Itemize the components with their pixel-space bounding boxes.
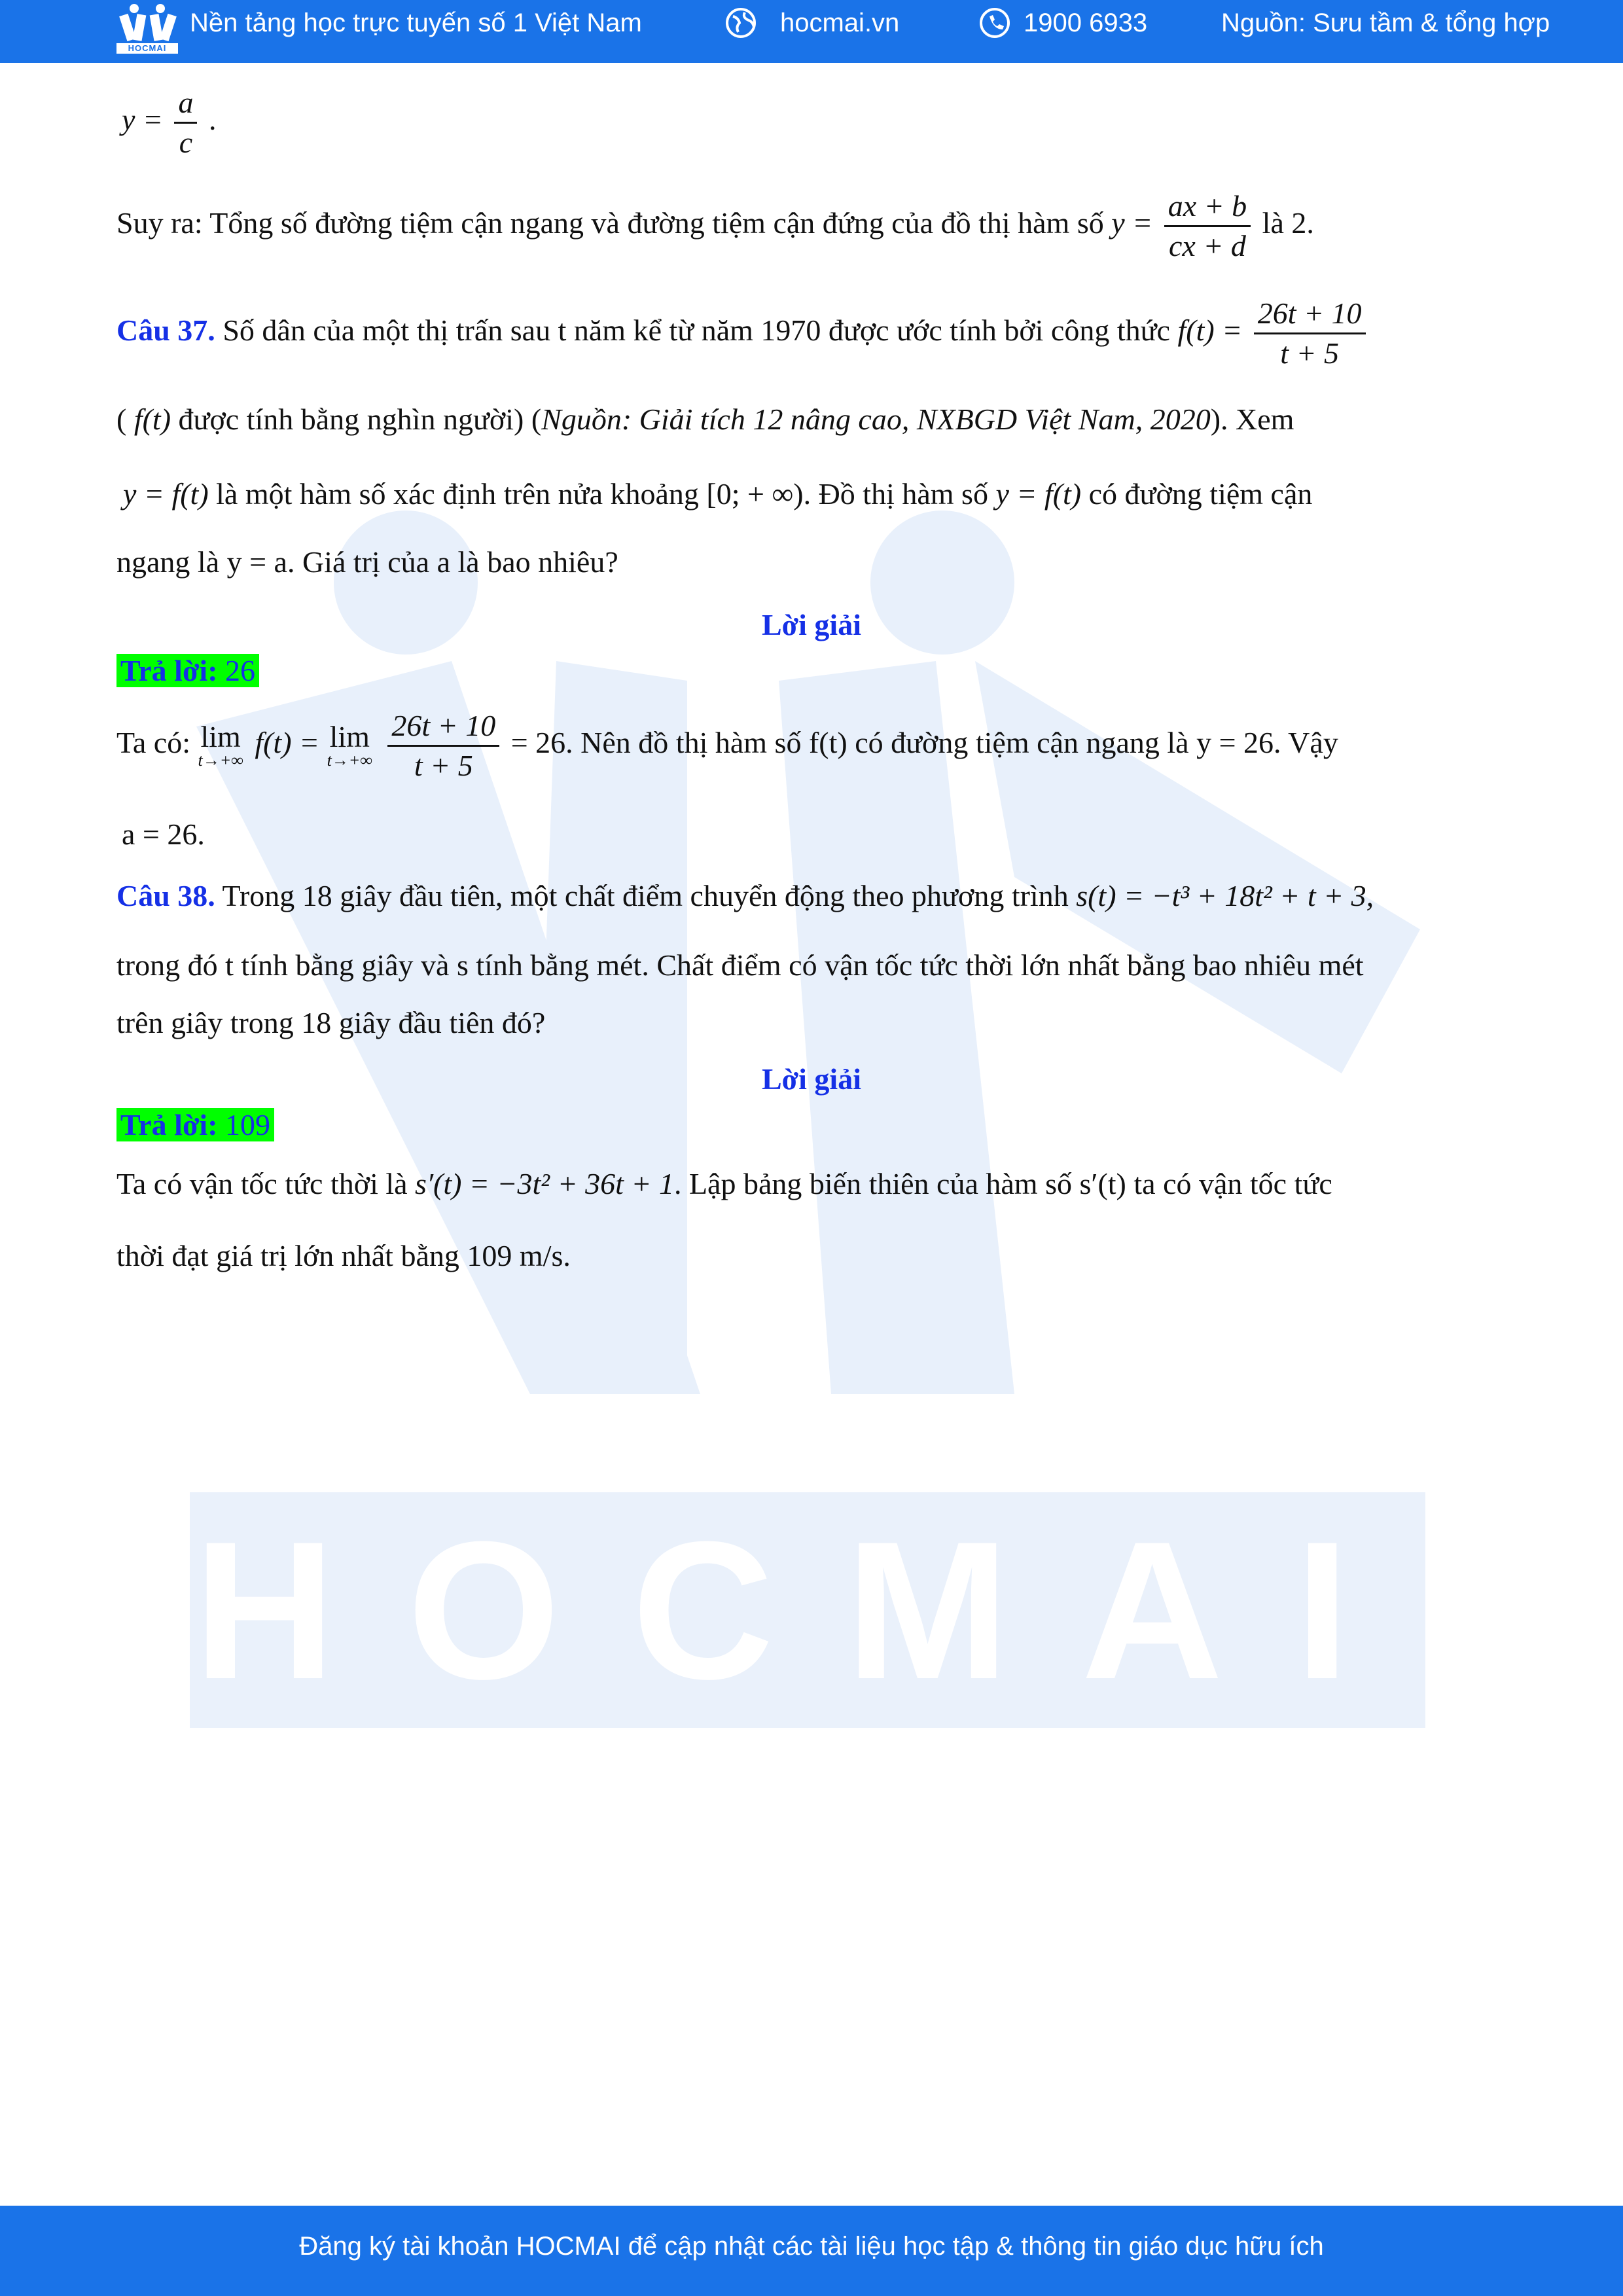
conclusion-fraction bbox=[1164, 187, 1251, 265]
fraction-numerator: a bbox=[174, 84, 197, 124]
question-number: Câu 38. bbox=[116, 879, 215, 912]
paren-open: ( bbox=[116, 403, 127, 436]
footer-text: Đăng ký tài khoản HOCMAI để cập nhật các tài liệu học tập & thông tin giáo dục hữu ích bbox=[299, 2232, 1324, 2261]
q37-line-4: ngang là y = a. Giá trị của a là bao nhiêu? bbox=[116, 545, 618, 579]
q38-work-line-1 bbox=[116, 1165, 1332, 1203]
formula-lhs: y = bbox=[122, 103, 163, 137]
fraction-denominator: t + 5 bbox=[1280, 336, 1340, 370]
answer-value: 26 bbox=[225, 654, 256, 687]
lim-word: lim bbox=[329, 719, 370, 753]
answer-badge bbox=[116, 654, 259, 687]
q38-work-line-2: thời đạt giá trị lớn nhất bằng 109 m/s. bbox=[116, 1239, 571, 1272]
work-text: = 26. Nên đồ thị hàm số f(t) có đường tiệm cận ngang là y = 26. Vậy bbox=[510, 726, 1338, 760]
q38-answer bbox=[116, 1106, 274, 1144]
top-formula bbox=[122, 84, 216, 162]
fraction bbox=[174, 84, 197, 162]
answer-label: Trả lời: bbox=[120, 654, 218, 687]
q37-text: được tính bằng nghìn người) ( bbox=[178, 403, 542, 436]
function-expression: y = f(t) bbox=[123, 477, 209, 511]
function-symbol: f(t) bbox=[134, 403, 171, 436]
q37-solution-title: Lời giải bbox=[762, 608, 861, 641]
q38-line-2: trong đó t tính bằng giây và s tính bằng mét. Chất điểm có vận tốc tức thời lớn nhất bằng bao nhiêu mét bbox=[116, 948, 1364, 982]
velocity-equation: s′(t) = −3t² + 36t + 1 bbox=[415, 1167, 674, 1200]
source-citation: Nguồn: Giải tích 12 nâng cao, NXBGD Việt Nam, 2020 bbox=[541, 403, 1211, 436]
q37-text: . Đồ thị hàm số bbox=[803, 477, 988, 511]
q37-line-3 bbox=[123, 475, 1312, 513]
q37-text: là một hàm số xác định trên nửa khoảng bbox=[216, 477, 699, 511]
q37-line-2 bbox=[116, 401, 1294, 439]
answer-label: Trả lời: bbox=[120, 1108, 218, 1141]
q38-text: Trong 18 giây đầu tiên, một chất điểm chuyển động theo phương trình bbox=[222, 879, 1069, 912]
q38-solution-title: Lời giải bbox=[762, 1062, 861, 1096]
watermark-banner bbox=[190, 1492, 1425, 1728]
answer-badge bbox=[116, 1108, 274, 1141]
fraction-numerator: 26t + 10 bbox=[387, 707, 499, 747]
q37-text: Số dân của một thị trấn sau t năm kể từ năm 1970 được ước tính bởi công thức bbox=[223, 314, 1170, 348]
function-expression: f(t) = bbox=[255, 726, 320, 760]
q38-line-3: trên giây trong 18 giây đầu tiên đó? bbox=[116, 1006, 546, 1039]
conclusion-text: Suy ra: Tổng số đường tiệm cận ngang và đường tiệm cận đứng của đồ thị hàm số bbox=[116, 206, 1104, 240]
lim-subscript: t→+∞ bbox=[198, 750, 243, 770]
logo-label: HOCMAI bbox=[116, 43, 178, 54]
q38-line-1 bbox=[116, 877, 1374, 915]
website-link[interactable]: hocmai.vn bbox=[780, 9, 900, 37]
work-text: Ta có vận tốc tức thời là bbox=[116, 1167, 408, 1200]
limit bbox=[198, 719, 243, 770]
globe-icon bbox=[725, 7, 757, 39]
answer-value: 109 bbox=[225, 1108, 271, 1141]
q37-fraction bbox=[1254, 295, 1366, 372]
lim-word: lim bbox=[200, 719, 241, 753]
formula-end: . bbox=[208, 103, 217, 137]
q37-work-end: a = 26. bbox=[122, 817, 205, 851]
limit bbox=[327, 719, 372, 770]
q37-line-1 bbox=[116, 295, 1370, 372]
function-expression: y = f(t) bbox=[995, 477, 1082, 511]
fraction-denominator: c bbox=[179, 126, 193, 159]
motion-equation: s(t) = −t³ + 18t² + t + 3, bbox=[1076, 879, 1374, 912]
conclusion-lhs: y = bbox=[1111, 206, 1153, 240]
work-fraction bbox=[387, 707, 499, 785]
q37-answer bbox=[116, 652, 259, 690]
conclusion-tail: là 2. bbox=[1262, 206, 1314, 240]
fraction-numerator: ax + b bbox=[1164, 187, 1251, 227]
work-text: . Lập bảng biến thiên của hàm số s′(t) ta có vận tốc tức bbox=[673, 1167, 1332, 1200]
question-number: Câu 37. bbox=[116, 314, 215, 348]
page-footer bbox=[0, 2206, 1623, 2296]
q37-text: ). Xem bbox=[1210, 403, 1294, 436]
q37-work-line bbox=[116, 707, 1338, 785]
watermark-text: HOCMAI bbox=[193, 1500, 1422, 1720]
page-header bbox=[0, 0, 1623, 63]
conclusion-line bbox=[116, 187, 1314, 265]
work-text: Ta có: bbox=[116, 726, 191, 760]
hotline-number[interactable]: 1900 6933 bbox=[1024, 9, 1148, 37]
fraction-denominator: t + 5 bbox=[414, 749, 473, 782]
interval: [0; + ∞) bbox=[706, 477, 804, 511]
phone-icon bbox=[979, 7, 1010, 39]
lim-subscript: t→+∞ bbox=[327, 750, 372, 770]
fraction-numerator: 26t + 10 bbox=[1254, 295, 1366, 334]
fraction-denominator: cx + d bbox=[1169, 229, 1246, 262]
formula-lhs: f(t) = bbox=[1177, 314, 1243, 348]
q37-text: có đường tiệm cận bbox=[1088, 477, 1313, 511]
source-note: Nguồn: Sưu tầm & tổng hợp bbox=[1221, 9, 1550, 37]
platform-tagline: Nền tảng học trực tuyến số 1 Việt Nam bbox=[190, 9, 642, 37]
hocmai-logo bbox=[116, 3, 178, 56]
